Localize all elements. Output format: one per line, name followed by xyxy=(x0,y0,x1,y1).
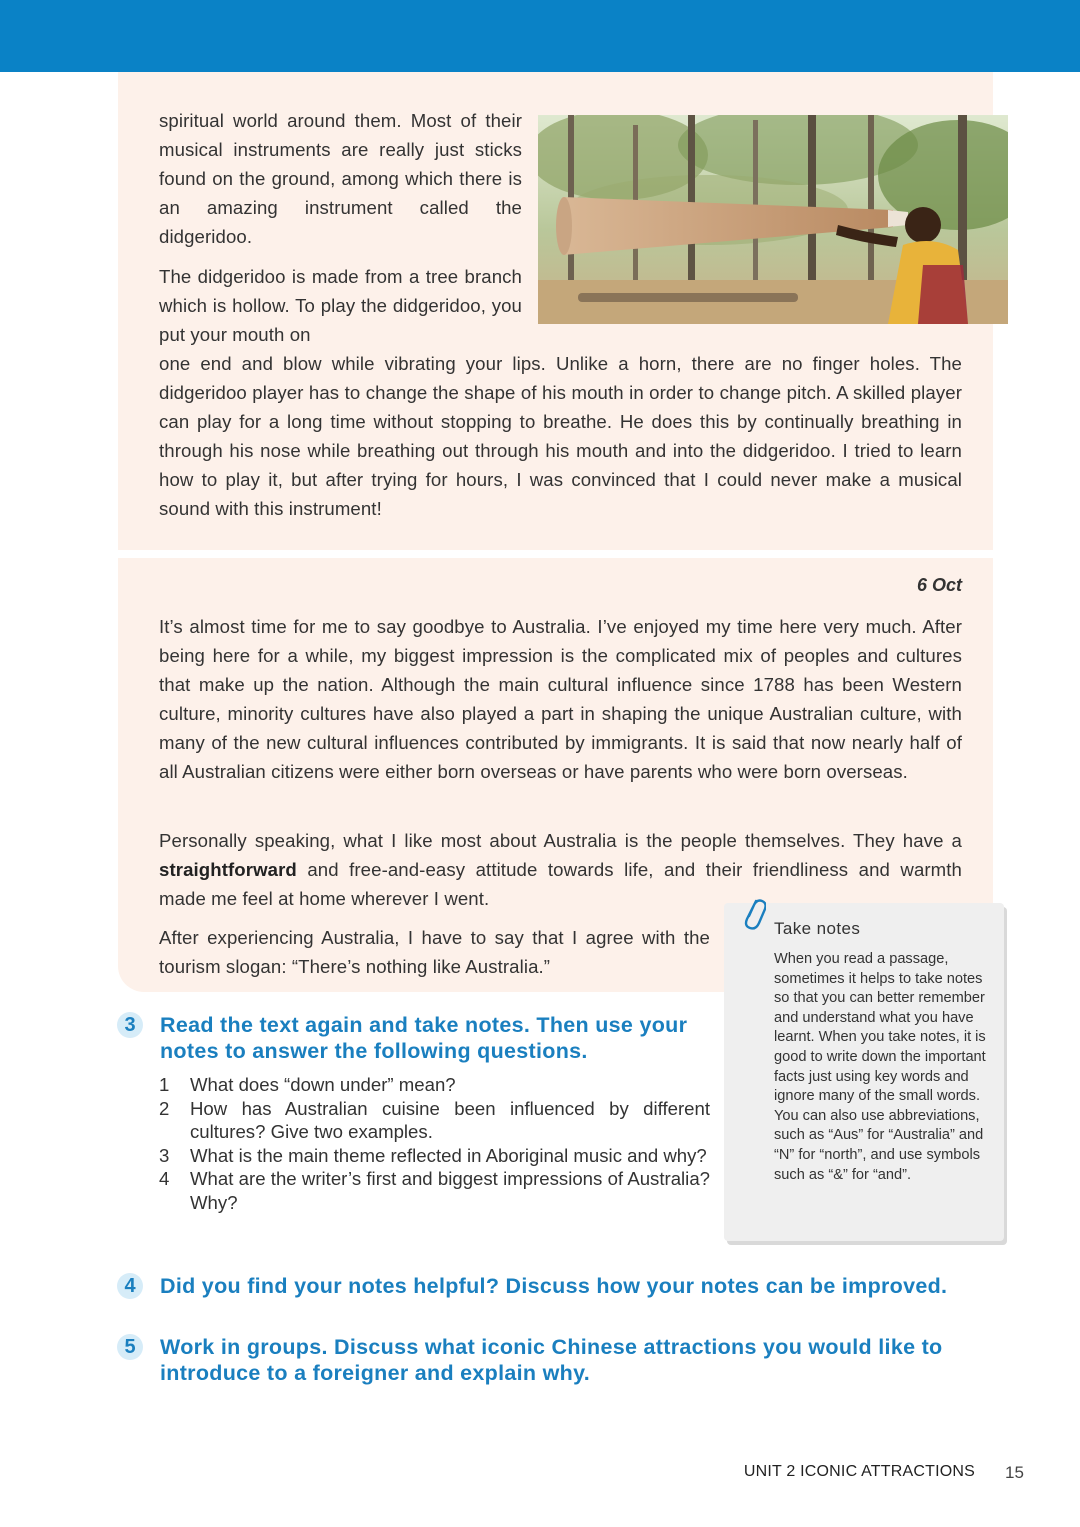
diary-paragraph-didgeridoo-start: The didgeridoo is made from a tree branch which is hollow. To play the didgeridoo, you put your mouth on xyxy=(159,266,522,345)
diary-paragraph-slogan: After experiencing Australia, I have to say that I agree with the tourism slogan: “There’s nothing like Australia.” xyxy=(159,927,710,977)
question-number: 3 xyxy=(159,1144,170,1166)
question-item xyxy=(159,1097,710,1144)
exercise-3-number: 3 xyxy=(117,1012,143,1038)
diary-paragraph-goodbye: It’s almost time for me to say goodbye to Australia. I’ve enjoyed my time here very much. After being here for a while, my biggest impression is the complicated mix of peoples and cultures that make up the nation. Although the main cultural influence since 1788 has been Western culture, minority cultures have also played a part in shaping the unique Australian culture, with many of the new cultural influences contributed by immigrants. It is said that now nearly half of all Australian citizens were either born overseas or have parents who were born overseas. xyxy=(159,616,962,782)
question-item xyxy=(159,1073,710,1097)
keyword-straightforward: straightforward xyxy=(159,859,297,880)
top-banner xyxy=(0,0,1080,72)
people-text-end: and free-and-easy attitude towards life, and their friendliness and warmth made me feel at home wherever I went. xyxy=(159,859,962,909)
question-item xyxy=(159,1144,710,1168)
footer-unit-title: UNIT 2 ICONIC ATTRACTIONS xyxy=(743,1463,975,1480)
question-text: What is the main theme reflected in Aboriginal music and why? xyxy=(190,1144,707,1166)
question-text: What are the writer’s first and biggest impressions of Australia? Why? xyxy=(190,1168,710,1213)
exercise-4-number: 4 xyxy=(117,1273,143,1299)
didgeridoo-photo xyxy=(538,115,1008,324)
question-number: 4 xyxy=(159,1168,170,1189)
exercise-4-instruction: Did you find your notes helpful? Discuss how your notes can be improved. xyxy=(160,1274,948,1298)
take-notes-body: When you read a passage, sometimes it helps to take notes so that you can better remember and understand what you have learnt. When you take notes, it is good to write down the important facts just using key words and ignore many of the small words. You can also use abbreviations, such as “Aus” for “Australia” and “N” for “north”, and use symbols such as “&” for “and”. xyxy=(774,951,986,1183)
question-list xyxy=(159,1073,710,1214)
question-text: What does “down under” mean? xyxy=(190,1074,456,1095)
question-number: 1 xyxy=(159,1074,170,1095)
exercise-5-instruction: Work in groups. Discuss what iconic Chinese attractions you would like to introduce to a foreigner and explain why. xyxy=(160,1335,943,1385)
question-text: How has Australian cuisine been influenced by different cultures? Give two examples. xyxy=(190,1097,710,1142)
paperclip-icon xyxy=(740,895,766,931)
page-number: 15 xyxy=(1005,1463,1024,1482)
diary-paragraph-people xyxy=(159,826,962,913)
people-text-start: Personally speaking, what I like most about Australia is the people themselves. They have a xyxy=(159,830,962,851)
diary-paragraph-didgeridoo-rest: one end and blow while vibrating your lips. Unlike a horn, there are no finger holes. The didgeridoo player has to change the shape of his mouth in order to change pitch. A skilled player can play for a long time without stopping to breathe. He does this by continually breathing in through his nose while breathing out through his mouth and into the didgeridoo. I tried to learn how to play it, but after trying for hours, I was convinced that I could never make a musical sound with this instrument! xyxy=(159,353,962,519)
question-item xyxy=(159,1167,710,1214)
exercise-5-number: 5 xyxy=(117,1334,143,1360)
question-number: 2 xyxy=(159,1097,170,1119)
take-notes-title: Take notes xyxy=(774,919,861,938)
exercise-3-instruction: Read the text again and take notes. Then use your notes to answer the following questions. xyxy=(160,1013,688,1063)
take-notes-box xyxy=(724,903,1004,1241)
diary-date: 6 Oct xyxy=(916,575,962,595)
diary-paragraph-spiritual: spiritual world around them. Most of their musical instruments are really just sticks found on the ground, among which there is an amazing instrument called the didgeridoo. xyxy=(159,110,522,247)
